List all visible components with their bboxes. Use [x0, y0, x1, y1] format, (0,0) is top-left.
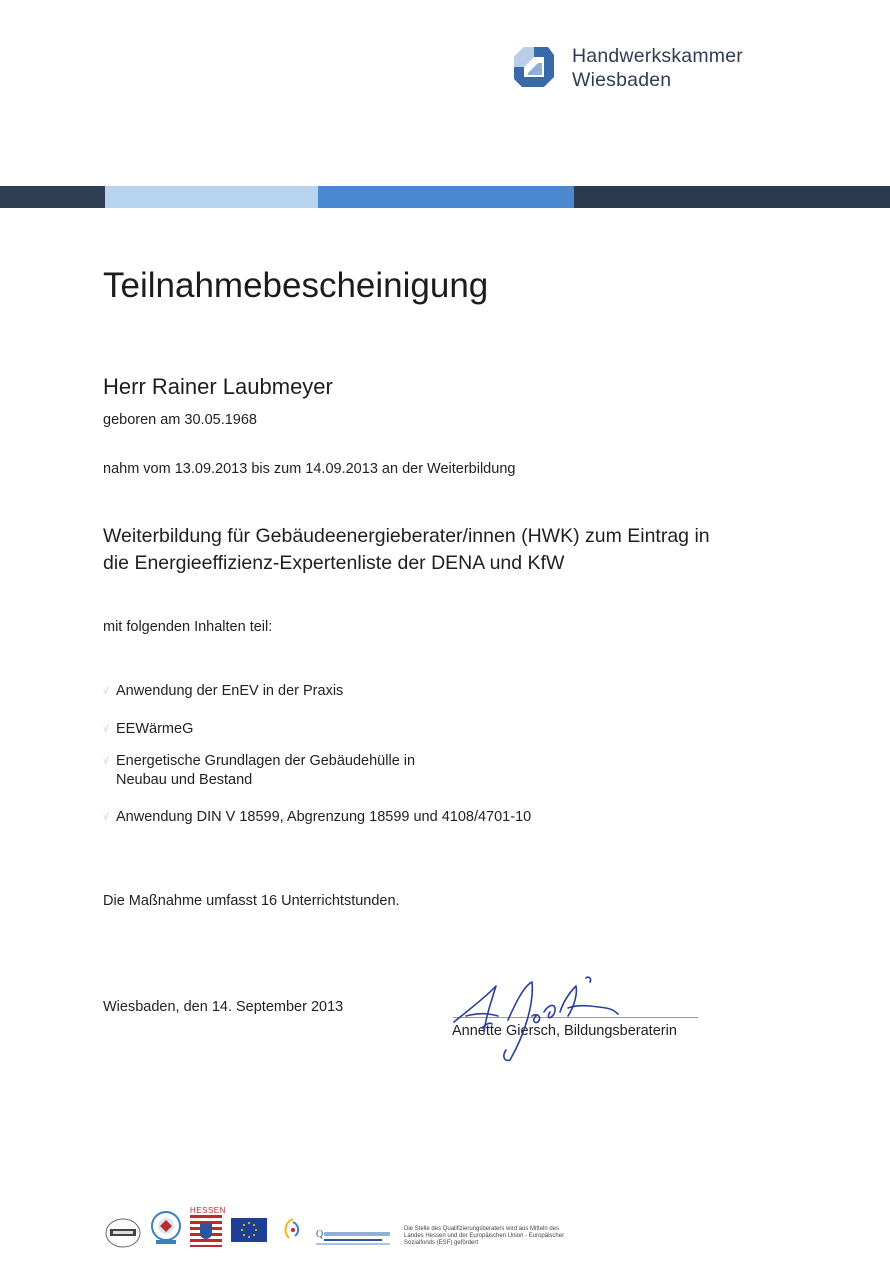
- place-and-date: Wiesbaden, den 14. September 2013: [103, 999, 344, 1015]
- checkmark-icon: √: [103, 724, 109, 735]
- checkmark-icon: √: [103, 756, 109, 767]
- funding-note: [404, 1226, 579, 1247]
- course-title: [103, 523, 793, 577]
- organization-name: [572, 44, 743, 92]
- document-title: Teilnahmebescheinigung: [103, 266, 489, 305]
- funding-note-line3: Sozialfonds (ESF) gefördert: [404, 1240, 479, 1246]
- birth-date-line: geboren am 30.05.1968: [103, 412, 257, 428]
- header-color-band: [0, 186, 890, 208]
- list-item: [103, 752, 415, 790]
- organization-name-line1: Handwerkskammer: [572, 45, 743, 67]
- chamber-logo-icon: [514, 47, 554, 87]
- band-segment-light: [105, 186, 318, 208]
- hessen-stripes-icon: [190, 1215, 222, 1247]
- qualifizierungsoffensive-logo-icon: [316, 1226, 396, 1253]
- funding-note-line1: Die Stelle des Qualifizierungsberaters wird aus Mitteln des: [404, 1226, 560, 1232]
- duration-line: Die Maßnahme umfasst 16 Unterrichtstunden.: [103, 893, 400, 909]
- signer-name: Annette Giersch, Bildungsberaterin: [452, 1023, 677, 1039]
- attendance-period-line: nahm vom 13.09.2013 bis zum 14.09.2013 an der Weiterbildung: [103, 461, 516, 477]
- contents-intro: mit folgenden Inhalten teil:: [103, 619, 273, 635]
- band-segment-mid: [318, 186, 574, 208]
- band-segment-dark: [0, 186, 105, 208]
- organization-name-line2: Wiesbaden: [572, 69, 672, 91]
- funding-note-line2: Landes Hessen und der Europäischen Union - Europäischer: [404, 1233, 565, 1239]
- checkmark-icon: √: [103, 686, 109, 697]
- list-item: [103, 720, 193, 739]
- band-segment-navy: [574, 186, 890, 208]
- hessen-logo: [190, 1206, 226, 1247]
- list-item: [103, 808, 531, 827]
- course-title-line1: Weiterbildung für Gebäudeenergieberater/innen (HWK) zum Eintrag in: [103, 525, 710, 547]
- esf-logo-icon: [280, 1216, 306, 1251]
- list-item-text: Anwendung DIN V 18599, Abgrenzung 18599 und 4108/4701-10: [116, 809, 532, 825]
- course-title-line2: die Energieeffizienz-Expertenliste der DENA und KfW: [103, 552, 565, 574]
- quality-seal-logo-icon: [150, 1210, 182, 1253]
- list-item-text: Energetische Grundlagen der Gebäudehülle in: [116, 753, 416, 769]
- eu-flag-icon: [231, 1218, 267, 1249]
- checkmark-icon: √: [103, 812, 109, 823]
- list-item-text: Anwendung der EnEV in der Praxis: [116, 683, 344, 699]
- zdh-certificate-logo-icon: [104, 1216, 142, 1255]
- list-item: [103, 682, 343, 701]
- handwritten-signature: [446, 972, 626, 1067]
- svg-text:Q: Q: [316, 1229, 324, 1240]
- recipient-name: Herr Rainer Laubmeyer: [103, 374, 333, 399]
- list-item-text-continued: Neubau und Bestand: [116, 772, 253, 788]
- hessen-label: HESSEN: [190, 1206, 226, 1215]
- list-item-text: EEWärmeG: [116, 721, 194, 737]
